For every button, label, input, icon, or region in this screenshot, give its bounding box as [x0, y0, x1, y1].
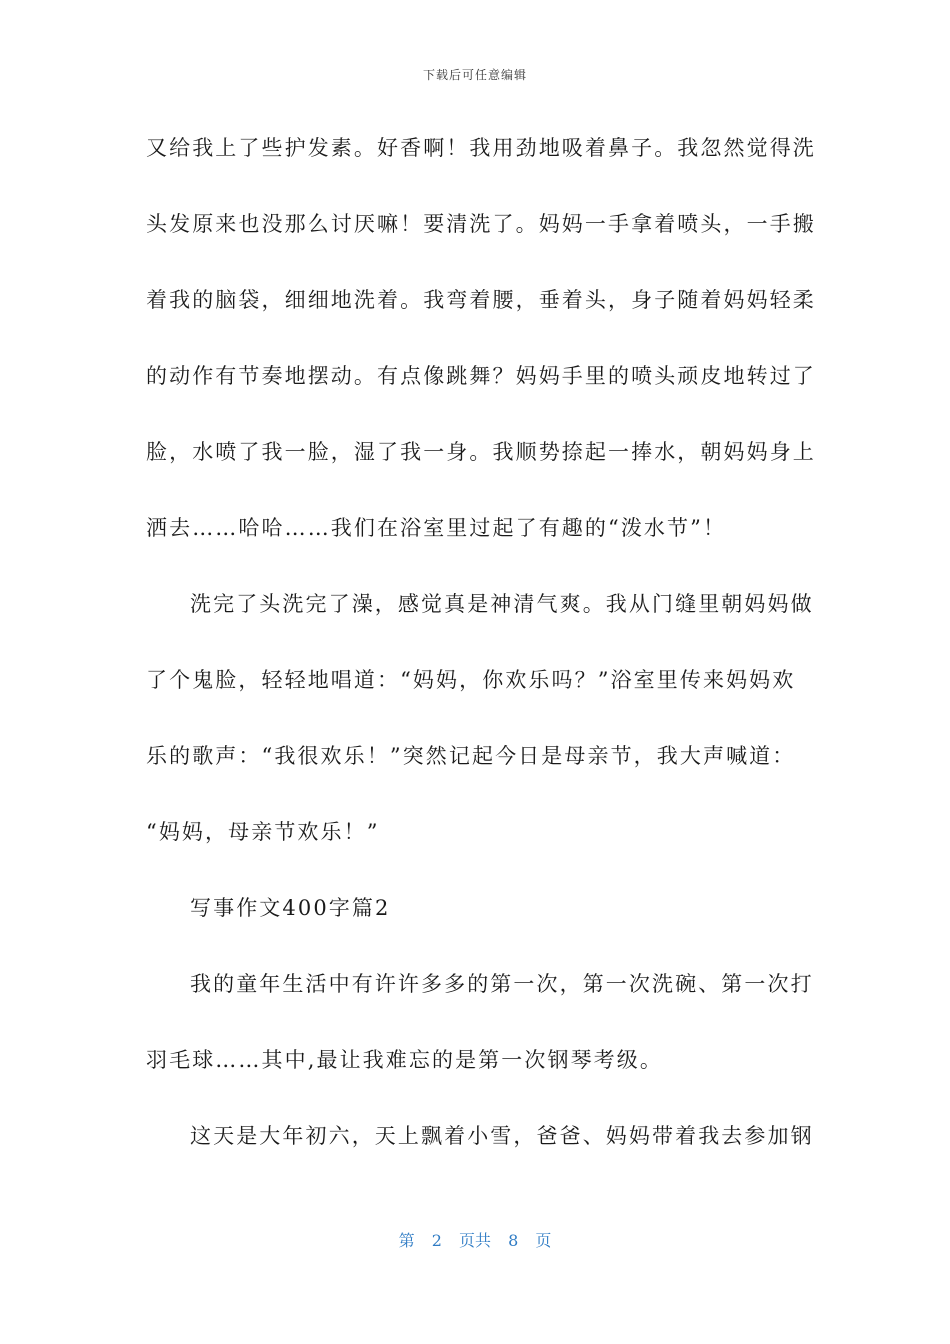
paragraph-line: 乐的歌声：“我很欢乐！”突然记起今日是母亲节，我大声喊道： — [146, 744, 796, 768]
paragraph-line: 的动作有节奏地摆动。有点像跳舞？妈妈手里的喷头顽皮地转过了 — [146, 364, 816, 388]
paragraph-line: 又给我上了些护发素。好香啊！我用劲地吸着鼻子。我忽然觉得洗 — [146, 136, 816, 160]
paragraph-line: 洗完了头洗完了澡，感觉真是神清气爽。我从门缝里朝妈妈做 — [190, 592, 814, 616]
total-pages: 8 — [508, 1231, 519, 1250]
paragraph-line: 了个鬼脸，轻轻地唱道：“妈妈，你欢乐吗？”浴室里传来妈妈欢 — [146, 668, 796, 692]
page-suffix: 页 — [535, 1231, 552, 1250]
paragraph-line: 我的童年生活中有许许多多的第一次，第一次洗碗、第一次打 — [190, 972, 814, 996]
paragraph-line: 脸，水喷了我一脸，湿了我一身。我顺势捺起一捧水，朝妈妈身上 — [146, 440, 816, 464]
section-heading: 写事作文400字篇2 — [190, 896, 391, 920]
paragraph-line: 羽毛球……其中,最让我难忘的是第一次钢琴考级。 — [146, 1048, 663, 1072]
paragraph-line: 洒去……哈哈……我们在浴室里过起了有趣的“泼水节”！ — [146, 516, 727, 540]
document-body — [146, 128, 816, 1192]
paragraph-line: 着我的脑袋，细细地洗着。我弯着腰，垂着头，身子随着妈妈轻柔 — [146, 288, 816, 312]
page-number: 2 — [431, 1231, 442, 1250]
paragraph-line: 头发原来也没那么讨厌嘛！要清洗了。妈妈一手拿着喷头，一手搬 — [146, 212, 816, 236]
total-label: 页共 — [458, 1231, 491, 1250]
paragraph-line: “妈妈，母亲节欢乐！” — [146, 820, 380, 844]
paragraph-line: 这天是大年初六，天上飘着小雪，爸爸、妈妈带着我去参加钢 — [190, 1124, 814, 1148]
page-header: 下载后可任意编辑 — [422, 68, 527, 82]
page-footer — [0, 1228, 950, 1251]
page-label: 第 — [398, 1231, 415, 1250]
